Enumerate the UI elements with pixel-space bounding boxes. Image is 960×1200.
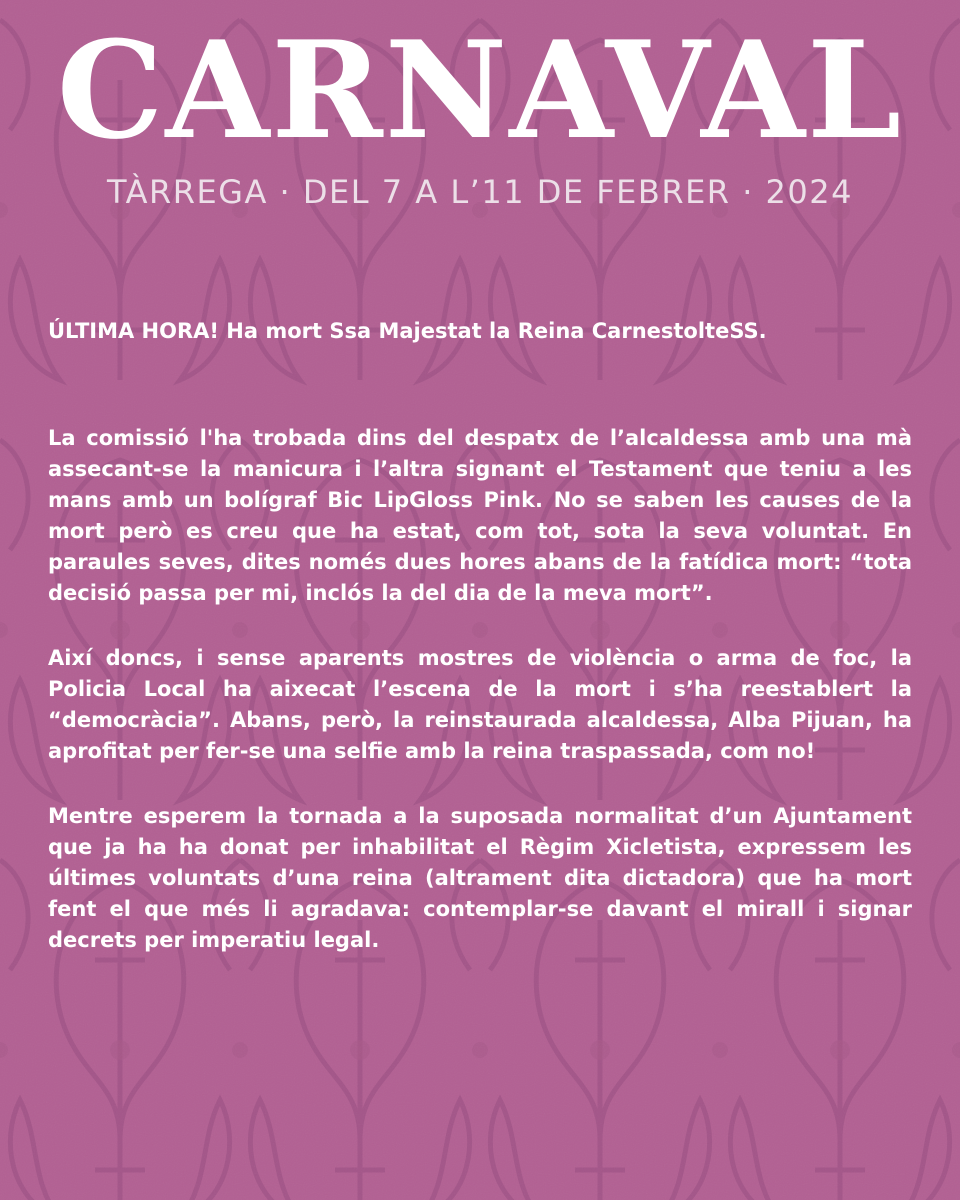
paragraph-1: La comissió l'ha trobada dins del despatx de l’alcaldessa amb una mà assecant-se la manicura i l’altra signant el Testament que teniu a les mans amb un bolígraf Bic LipGloss Pink. No se saben les causes de la mort però es creu que ha estat, com tot, sota la seva voluntat. En paraules seves, dites només dues hores abans de la fatídica mort: “tota decisió passa per mi, inclós la del dia de la meva mort”.: [48, 426, 912, 605]
announcement-body: [48, 316, 912, 990]
event-dates-subtitle: TÀRREGA · DEL 7 A L’11 DE FEBRER · 2024: [107, 173, 853, 211]
page-title: CARNAVAL: [56, 11, 904, 169]
header: [0, 11, 960, 212]
paragraph-3: Mentre esperem la tornada a la suposada normalitat d’un Ajuntament que ja ha ha donat per inhabilitat el Règim Xicletista, expressem les últimes voluntats d’una reina (altrament dita dictadora) que ha mort fent el que més li agradava: contemplar-se davant el mirall i signar decrets per imperatiu legal.: [48, 804, 912, 952]
paragraph-2: Així doncs, i sense aparents mostres de violència o arma de foc, la Policia Local ha aixecat l’escena de la mort i s’ha reestablert la “democràcia”. Abans, però, la reinstaurada alcaldessa, Alba Pijuan, ha aprofitat per fer-se una selfie amb la reina traspassada, com no!: [48, 646, 912, 763]
headline: ÚLTIMA HORA! Ha mort Ssa Majestat la Reina CarnestolteSS.: [48, 319, 767, 343]
